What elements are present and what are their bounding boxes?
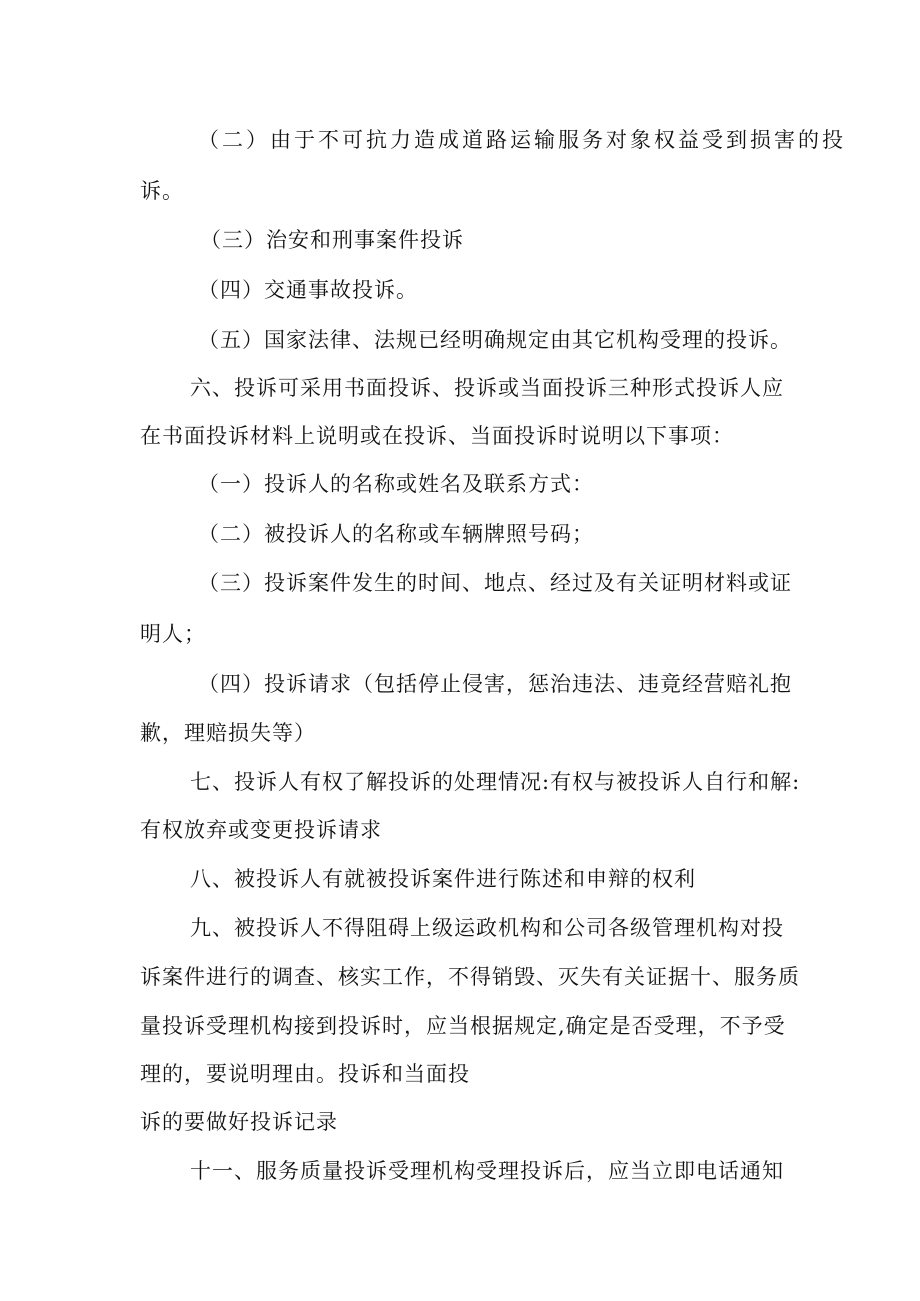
paragraph-line: 六、投诉可采用书面投诉、投诉或当面投诉三种形式投诉人应: [190, 376, 784, 400]
paragraph-line: 在书面投诉材料上说明或在投诉、当面投诉时说明以下事项：: [140, 424, 734, 448]
paragraph-line: 诉的要做好投诉记录: [140, 1110, 338, 1134]
paragraph-line: 九、被投诉人不得阻碍上级运政机构和公司各级管理机构对投: [190, 916, 784, 940]
paragraph-line: （五）国家法律、法规已经明确规定由其它机构受理的投诉。: [198, 328, 792, 352]
paragraph-line: 有权放弃或变更投诉请求: [140, 818, 382, 842]
paragraph-line: 七、投诉人有权了解投诉的处理情况:有权与被投诉人自行和解:: [190, 770, 801, 794]
paragraph-line: （三）投诉案件发生的时间、地点、经过及有关证明材料或证: [198, 571, 792, 595]
paragraph-line: （一）投诉人的名称或姓名及联系方式：: [198, 472, 594, 496]
paragraph-line: 理的，要说明理由。投诉和当面投: [140, 1062, 470, 1086]
paragraph-line: 歉，理赔损失等）: [140, 721, 316, 745]
paragraph-line: 八、被投诉人有就被投诉案件进行陈述和申辩的权利: [190, 867, 696, 891]
paragraph-line: 量投诉受理机构接到投诉时，应当根据规定,确定是否受理，不予受: [140, 1014, 786, 1038]
paragraph-line: （二）由于不可抗力造成道路运输服务对象权益受到损害的投: [198, 128, 846, 152]
paragraph-line: （四）交通事故投诉。: [198, 278, 418, 302]
paragraph-line: （三）治安和刑事案件投诉: [200, 228, 464, 252]
paragraph-line: 诉案件进行的调查、核实工作，不得销毁、灭失有关证据十、服务质: [140, 965, 800, 989]
paragraph-line: 明人；: [140, 622, 206, 646]
paragraph-line: 诉。: [140, 179, 184, 203]
paragraph-line: （二）被投诉人的名称或车辆牌照号码；: [198, 522, 594, 546]
paragraph-line: 十一、服务质量投诉受理机构受理投诉后，应当立即电话通知: [190, 1159, 784, 1183]
paragraph-line: （四）投诉请求（包括停止侵害，惩治违法、违竟经营赔礼抱: [198, 672, 792, 696]
